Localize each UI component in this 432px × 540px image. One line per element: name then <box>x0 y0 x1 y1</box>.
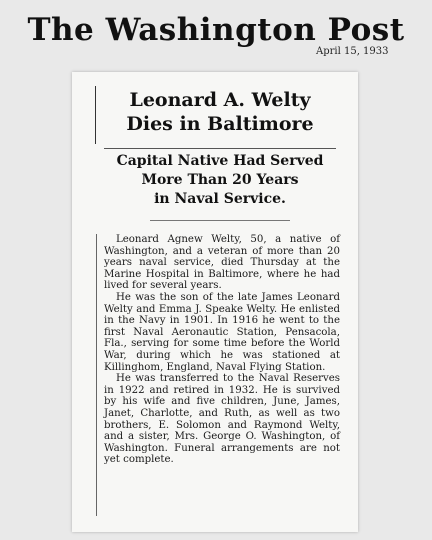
subhead-line-1: Capital Native Had Served <box>116 153 324 169</box>
subhead-divider <box>150 220 290 221</box>
publication-date: April 15, 1933 <box>316 46 389 57</box>
paragraph-2: He was the son of the late James Leonard Welty and Emma J. Speake Welty. He enlisted in the Navy in 1901. In 1916 he went to the first Naval Aeronautic Station, Pensacola, Fla., serving for some time before the World War, during which he was stationed at Killinghom, England, Naval Flying Station. <box>104 291 340 373</box>
headline-line-2: Dies in Baltimore <box>126 113 314 135</box>
headline-rule <box>95 86 96 144</box>
paragraph-1: Leonard Agnew Welty, 50, a native of Washington, and a veteran of more than 20 years naval service, died Thursday at the Marine Hospital in Baltimore, where he had lived for several years. <box>104 234 340 292</box>
column-rule <box>96 234 97 516</box>
subhead-line-2: More Than 20 Years <box>141 172 299 188</box>
article-subhead <box>100 152 340 209</box>
headline-line-1: Leonard A. Welty <box>129 89 311 111</box>
article-headline <box>100 88 340 136</box>
paragraph-3: He was transferred to the Naval Reserves in 1922 and retired in 1932. He is survived by his wife and five children, June, James, Janet, Charlotte, and Ruth, as well as two brothers, E. Solomon and Raymond Welty, and a sister, Mrs. George O. Washington, of Washington. Funeral arrangements are not yet complete. <box>104 373 340 466</box>
newspaper-masthead: The Washington Post <box>27 12 405 48</box>
article-body <box>104 234 340 466</box>
headline-divider <box>104 148 336 149</box>
subhead-line-3: in Naval Service. <box>154 191 286 207</box>
